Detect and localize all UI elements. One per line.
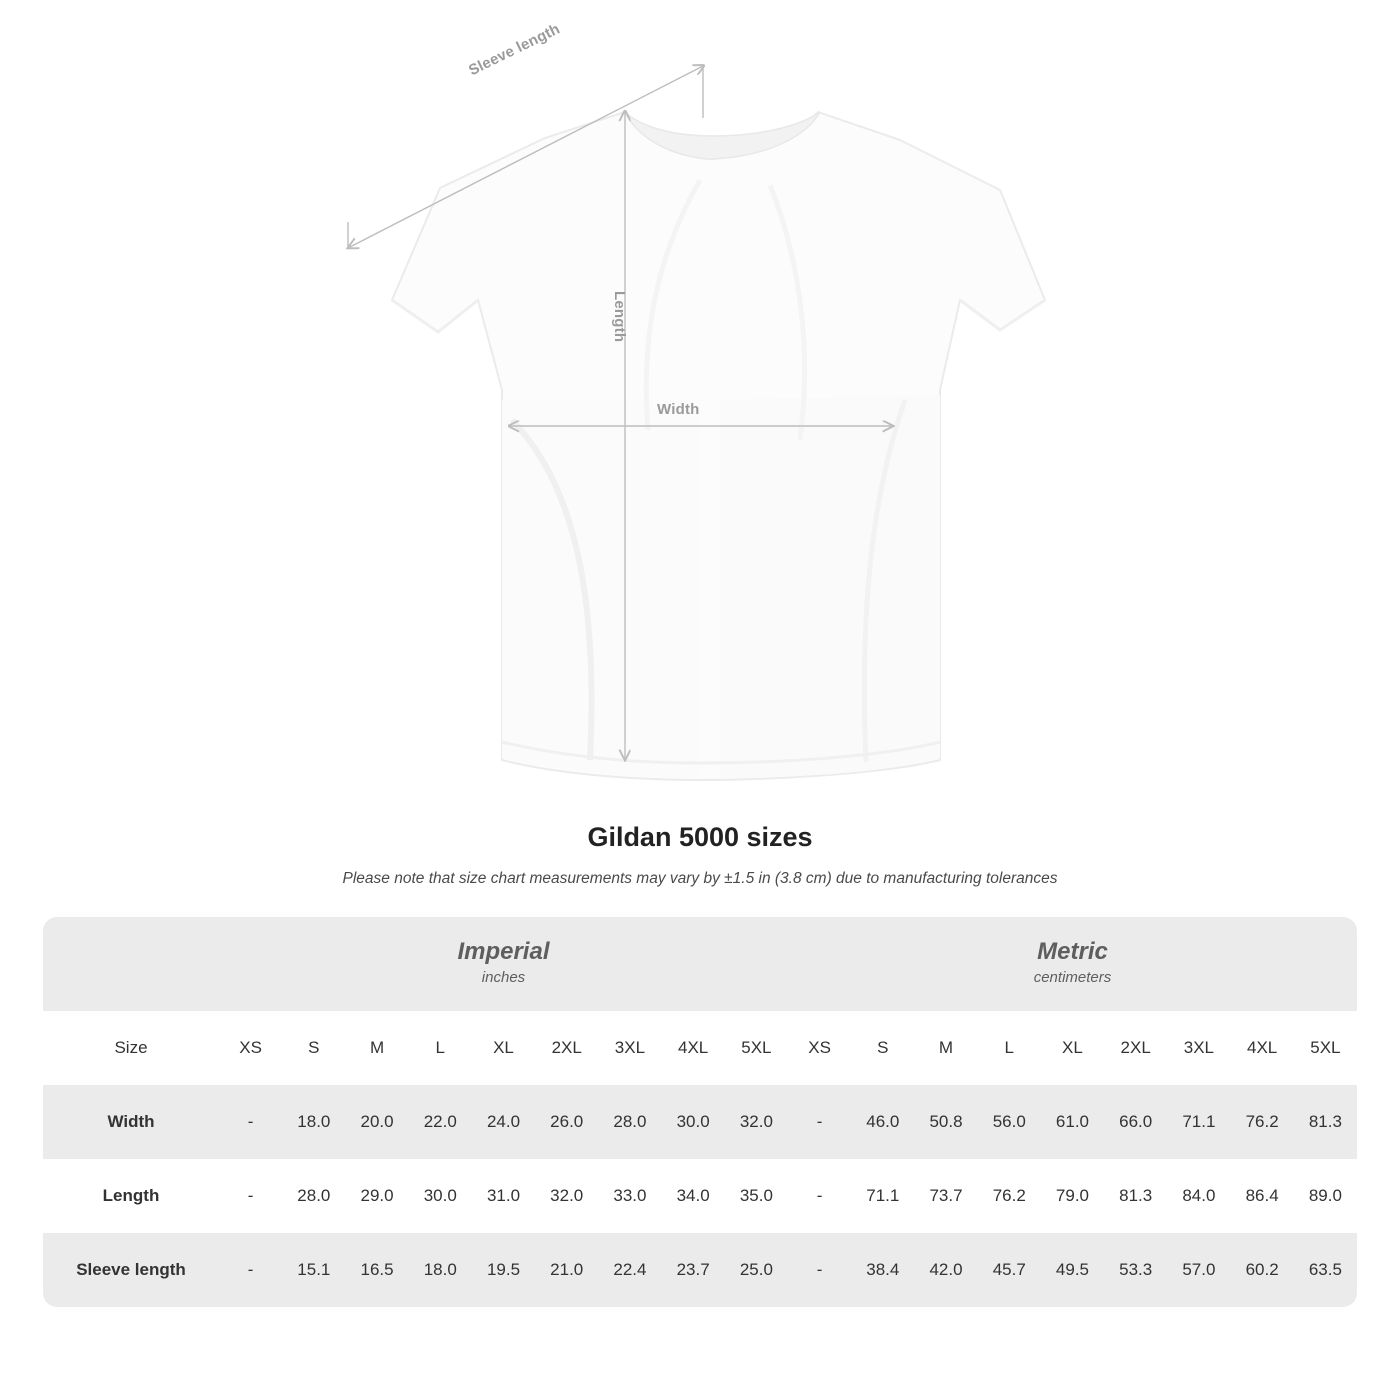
table-cell: 89.0 xyxy=(1294,1159,1357,1233)
table-cell: - xyxy=(788,1085,851,1159)
unit-group-spacer xyxy=(43,917,219,1011)
column-header-row xyxy=(43,1011,1357,1085)
column-header: M xyxy=(914,1011,977,1085)
table-cell: 30.0 xyxy=(662,1085,725,1159)
table-cell: 61.0 xyxy=(1041,1085,1104,1159)
table-cell: 31.0 xyxy=(472,1159,535,1233)
column-header: 3XL xyxy=(1167,1011,1230,1085)
column-header: XL xyxy=(1041,1011,1104,1085)
table-cell: 76.2 xyxy=(978,1159,1041,1233)
table-cell: 34.0 xyxy=(662,1159,725,1233)
column-header: L xyxy=(978,1011,1041,1085)
table-cell: 57.0 xyxy=(1167,1233,1230,1307)
unit-group-imperial-unit: inches xyxy=(481,968,526,986)
table-cell: 18.0 xyxy=(282,1085,345,1159)
size-table xyxy=(43,917,1357,1307)
column-header: S xyxy=(851,1011,914,1085)
table-cell: 66.0 xyxy=(1104,1085,1167,1159)
sleeve-length-label: Sleeve length xyxy=(466,20,563,80)
table-cell: 28.0 xyxy=(282,1159,345,1233)
table-cell: 26.0 xyxy=(535,1085,598,1159)
width-label: Width xyxy=(657,401,700,418)
unit-group-metric-unit: centimeters xyxy=(1033,968,1112,986)
table-cell: 23.7 xyxy=(662,1233,725,1307)
page-title: Gildan 5000 sizes xyxy=(587,822,813,852)
column-header: 4XL xyxy=(662,1011,725,1085)
column-header: 5XL xyxy=(1294,1011,1357,1085)
table-cell: 25.0 xyxy=(725,1233,788,1307)
table-cell: 46.0 xyxy=(851,1085,914,1159)
table-cell: 45.7 xyxy=(978,1233,1041,1307)
table-cell: 18.0 xyxy=(409,1233,472,1307)
table-cell: - xyxy=(219,1233,282,1307)
column-header: 2XL xyxy=(535,1011,598,1085)
table-cell: 30.0 xyxy=(409,1159,472,1233)
table-cell: 32.0 xyxy=(535,1159,598,1233)
table-cell: 38.4 xyxy=(851,1233,914,1307)
column-header: 2XL xyxy=(1104,1011,1167,1085)
unit-group-metric-name: Metric xyxy=(1037,938,1108,966)
column-header: XL xyxy=(472,1011,535,1085)
unit-group-metric xyxy=(788,917,1357,1011)
column-header: XS xyxy=(219,1011,282,1085)
row-label: Length xyxy=(43,1159,219,1233)
table-cell: 19.5 xyxy=(472,1233,535,1307)
table-cell: 53.3 xyxy=(1104,1233,1167,1307)
table-cell: 15.1 xyxy=(282,1233,345,1307)
table-cell: 35.0 xyxy=(725,1159,788,1233)
column-header: M xyxy=(345,1011,408,1085)
table-cell: 22.4 xyxy=(598,1233,661,1307)
table-cell: 16.5 xyxy=(345,1233,408,1307)
table-cell: - xyxy=(788,1159,851,1233)
unit-group-imperial xyxy=(219,917,788,1011)
tolerance-note: Please note that size chart measurements may vary by ±1.5 in (3.8 cm) due to manufacturing tolerances xyxy=(342,870,1058,887)
table-cell: 81.3 xyxy=(1294,1085,1357,1159)
table-cell: 79.0 xyxy=(1041,1159,1104,1233)
row-label: Width xyxy=(43,1085,219,1159)
table-cell: 56.0 xyxy=(978,1085,1041,1159)
table-cell: 81.3 xyxy=(1104,1159,1167,1233)
table-cell: 50.8 xyxy=(914,1085,977,1159)
row-label: Sleeve length xyxy=(43,1233,219,1307)
table-cell: 24.0 xyxy=(472,1085,535,1159)
table-cell: 33.0 xyxy=(598,1159,661,1233)
column-header: 4XL xyxy=(1231,1011,1294,1085)
unit-group-imperial-name: Imperial xyxy=(457,938,550,966)
table-row xyxy=(43,1159,1357,1233)
table-cell: 86.4 xyxy=(1231,1159,1294,1233)
table-cell: 29.0 xyxy=(345,1159,408,1233)
table-cell: 76.2 xyxy=(1231,1085,1294,1159)
table-cell: - xyxy=(788,1233,851,1307)
column-header: S xyxy=(282,1011,345,1085)
table-row xyxy=(43,1085,1357,1159)
length-label: Length xyxy=(611,291,628,343)
table-row xyxy=(43,1233,1357,1307)
column-header: 5XL xyxy=(725,1011,788,1085)
table-cell: 60.2 xyxy=(1231,1233,1294,1307)
table-cell: - xyxy=(219,1159,282,1233)
column-header: 3XL xyxy=(598,1011,661,1085)
table-cell: - xyxy=(219,1085,282,1159)
table-cell: 28.0 xyxy=(598,1085,661,1159)
table-cell: 22.0 xyxy=(409,1085,472,1159)
table-cell: 42.0 xyxy=(914,1233,977,1307)
column-header: L xyxy=(409,1011,472,1085)
tshirt-shape xyxy=(392,112,1045,780)
table-cell: 71.1 xyxy=(851,1159,914,1233)
table-cell: 49.5 xyxy=(1041,1233,1104,1307)
table-cell: 84.0 xyxy=(1167,1159,1230,1233)
row-header-title: Size xyxy=(43,1011,219,1085)
table-cell: 21.0 xyxy=(535,1233,598,1307)
table-cell: 20.0 xyxy=(345,1085,408,1159)
table-cell: 63.5 xyxy=(1294,1233,1357,1307)
size-table-wrapper xyxy=(43,917,1357,1307)
table-cell: 73.7 xyxy=(914,1159,977,1233)
table-cell: 71.1 xyxy=(1167,1085,1230,1159)
column-header: XS xyxy=(788,1011,851,1085)
table-cell: 32.0 xyxy=(725,1085,788,1159)
unit-group-row xyxy=(43,917,1357,1011)
